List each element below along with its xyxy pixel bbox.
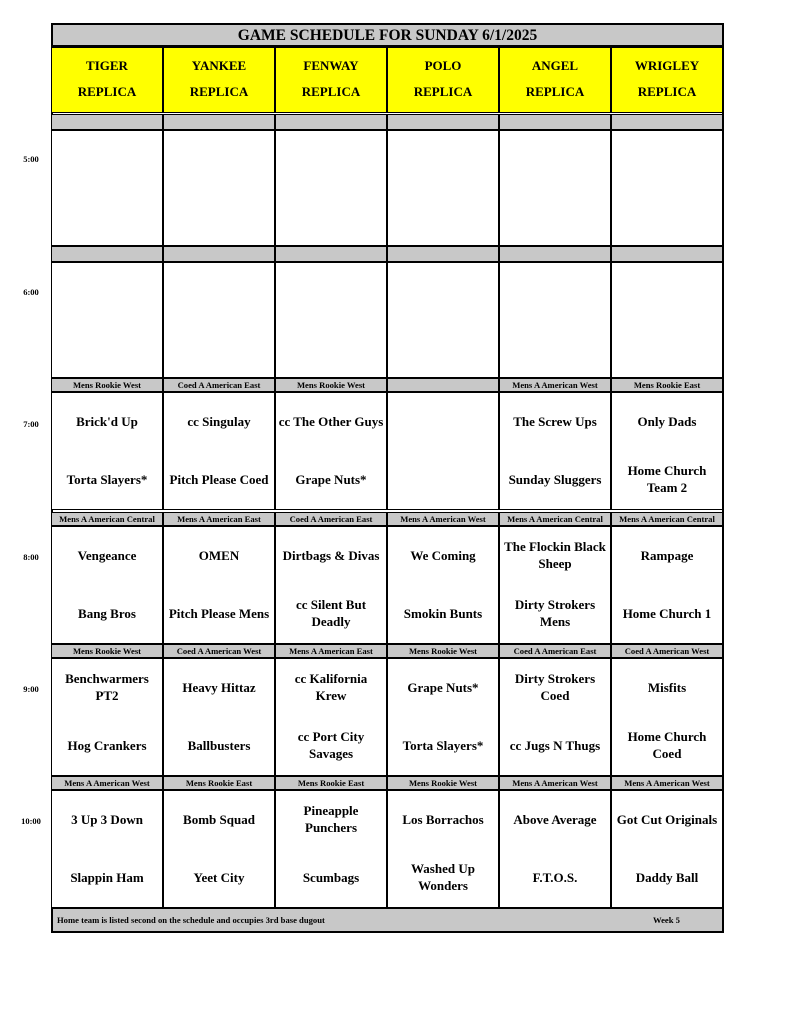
division-label: Coed A American West — [611, 644, 723, 658]
game-cell — [611, 658, 723, 776]
away-team: The Flockin Black Sheep — [504, 539, 606, 571]
field-subtitle: REPLICA — [637, 84, 697, 99]
field-name: YANKEE — [191, 58, 247, 73]
field-subtitle: REPLICA — [301, 84, 361, 99]
empty-slot — [163, 130, 275, 246]
home-team: F.T.O.S. — [532, 869, 578, 885]
game-cell — [275, 658, 387, 776]
home-team: Washed Up Wonders — [411, 861, 475, 893]
home-team: Pitch Please Coed — [169, 471, 269, 487]
game-cell — [51, 392, 163, 510]
home-team: Pitch Please Mens — [168, 605, 270, 621]
field-subtitle: REPLICA — [189, 84, 249, 99]
home-team: Home Church 1 — [622, 605, 712, 621]
away-team: 3 Up 3 Down — [71, 811, 143, 827]
page-title: GAME SCHEDULE FOR SUNDAY 6/1/2025 — [51, 23, 724, 47]
home-team — [388, 459, 498, 499]
away-team: Vengeance — [77, 547, 137, 563]
field-header — [387, 47, 499, 113]
home-team: Ballbusters — [187, 737, 251, 753]
field-header — [611, 47, 723, 113]
home-team: cc Jugs N Thugs — [509, 737, 601, 753]
division-label: Mens Rookie West — [275, 378, 387, 392]
home-team: Yeet City — [193, 869, 245, 885]
home-team: Bang Bros — [78, 605, 136, 621]
away-team: cc Singulay — [187, 413, 251, 429]
separator-band — [611, 246, 723, 262]
field-subtitle: REPLICA — [413, 84, 473, 99]
game-cell — [163, 392, 275, 510]
field-header — [499, 47, 611, 113]
away-team: Heavy Hittaz — [182, 679, 256, 695]
game-cell — [275, 526, 387, 644]
week-label: Week 5 — [653, 915, 680, 925]
game-cell — [611, 392, 723, 510]
game-cell — [499, 790, 611, 908]
home-team: cc Port City Savages — [297, 729, 365, 761]
division-label: Mens Rookie East — [275, 776, 387, 790]
division-label — [387, 378, 499, 392]
field-subtitle: REPLICA — [525, 84, 585, 99]
home-team: Hog Crankers — [67, 737, 147, 753]
away-team: cc Kalifornia Krew — [294, 671, 368, 703]
separator-band — [387, 114, 499, 130]
division-label: Coed A American East — [499, 644, 611, 658]
field-header — [51, 47, 163, 113]
home-team: Dirty Strokers Mens — [514, 597, 596, 629]
separator-band — [387, 246, 499, 262]
separator-band — [51, 246, 163, 262]
game-cell — [611, 526, 723, 644]
empty-slot — [499, 130, 611, 246]
away-team: Dirty Strokers Coed — [514, 671, 596, 703]
time-label: 8:00 — [23, 552, 39, 562]
time-label: 6:00 — [23, 287, 39, 297]
game-cell — [387, 526, 499, 644]
away-team: We Coming — [410, 547, 476, 563]
separator-band — [499, 114, 611, 130]
division-label: Mens Rookie West — [387, 644, 499, 658]
separator-band — [275, 246, 387, 262]
away-team: The Screw Ups — [513, 413, 597, 429]
field-name: POLO — [424, 58, 462, 73]
game-cell — [51, 790, 163, 908]
home-team: Slappin Ham — [70, 869, 144, 885]
separator-band — [51, 114, 163, 130]
home-team: Smokin Bunts — [403, 605, 483, 621]
separator-band — [163, 114, 275, 130]
field-name: WRIGLEY — [634, 58, 700, 73]
time-label: 5:00 — [23, 154, 39, 164]
division-label: Mens A American West — [499, 776, 611, 790]
time-label: 10:00 — [21, 816, 41, 826]
game-cell — [499, 526, 611, 644]
division-label: Mens A American Central — [611, 512, 723, 526]
division-label: Mens Rookie West — [51, 378, 163, 392]
empty-slot — [387, 262, 499, 378]
division-label: Mens Rookie East — [163, 776, 275, 790]
away-team: Bomb Squad — [183, 811, 255, 827]
away-team: cc The Other Guys — [278, 413, 384, 429]
footer-note: Home team is listed second on the schedule and occupies 3rd base dugout — [57, 915, 325, 925]
field-name: TIGER — [86, 58, 128, 73]
empty-slot — [51, 130, 163, 246]
away-team: OMEN — [198, 547, 240, 563]
game-cell — [51, 658, 163, 776]
game-cell — [387, 790, 499, 908]
home-team: Home Church Team 2 — [627, 463, 707, 495]
away-team: Misfits — [647, 679, 687, 695]
time-label: 7:00 — [23, 419, 39, 429]
home-team: Daddy Ball — [635, 869, 699, 885]
field-header — [163, 47, 275, 113]
empty-slot — [275, 130, 387, 246]
division-label: Mens A American West — [611, 776, 723, 790]
home-team: Torta Slayers* — [402, 737, 484, 753]
separator-band — [499, 246, 611, 262]
division-label: Mens Rookie West — [387, 776, 499, 790]
empty-slot — [611, 130, 723, 246]
home-team: cc Silent But Deadly — [295, 597, 367, 629]
empty-slot — [275, 262, 387, 378]
away-team: Brick'd Up — [76, 413, 138, 429]
game-cell — [611, 790, 723, 908]
division-label: Mens A American East — [163, 512, 275, 526]
away-team: Dirtbags & Divas — [282, 547, 380, 563]
division-label: Mens A American West — [51, 776, 163, 790]
game-cell — [163, 790, 275, 908]
division-label: Mens A American West — [387, 512, 499, 526]
separator-band — [275, 114, 387, 130]
empty-slot — [499, 262, 611, 378]
away-team — [388, 401, 498, 441]
field-name: ANGEL — [531, 58, 579, 73]
away-team: Got Cut Originals — [616, 811, 718, 827]
empty-slot — [611, 262, 723, 378]
division-label: Mens A American East — [275, 644, 387, 658]
game-cell — [387, 658, 499, 776]
separator-band — [163, 246, 275, 262]
division-label: Coed A American East — [275, 512, 387, 526]
separator-band — [611, 114, 723, 130]
away-team: Grape Nuts* — [407, 679, 479, 695]
home-team: Grape Nuts* — [295, 471, 367, 487]
game-cell — [275, 392, 387, 510]
division-label: Mens A American West — [499, 378, 611, 392]
home-team: Home Church Coed — [627, 729, 707, 761]
division-label: Mens Rookie West — [51, 644, 163, 658]
away-team: Los Borrachos — [402, 811, 484, 827]
division-label: Mens A American Central — [51, 512, 163, 526]
division-label: Mens Rookie East — [611, 378, 723, 392]
away-team: Pineapple Punchers — [303, 803, 359, 835]
empty-slot — [51, 262, 163, 378]
home-team: Torta Slayers* — [66, 471, 148, 487]
game-cell — [163, 658, 275, 776]
away-team: Rampage — [640, 547, 694, 563]
division-label: Coed A American West — [163, 644, 275, 658]
game-cell — [499, 658, 611, 776]
field-name: FENWAY — [303, 58, 359, 73]
game-cell — [275, 790, 387, 908]
away-team: Above Average — [513, 811, 597, 827]
game-cell — [163, 526, 275, 644]
field-subtitle: REPLICA — [77, 84, 137, 99]
home-team: Sunday Sluggers — [508, 471, 602, 487]
schedule-footer — [51, 907, 724, 933]
game-cell — [51, 526, 163, 644]
empty-slot — [387, 130, 499, 246]
empty-slot — [163, 262, 275, 378]
time-label: 9:00 — [23, 684, 39, 694]
game-cell — [499, 392, 611, 510]
away-team: Benchwarmers PT2 — [65, 671, 149, 703]
division-label: Coed A American East — [163, 378, 275, 392]
division-label: Mens A American Central — [499, 512, 611, 526]
game-cell — [387, 392, 499, 510]
field-header — [275, 47, 387, 113]
home-team: Scumbags — [302, 869, 360, 885]
away-team: Only Dads — [637, 413, 697, 429]
